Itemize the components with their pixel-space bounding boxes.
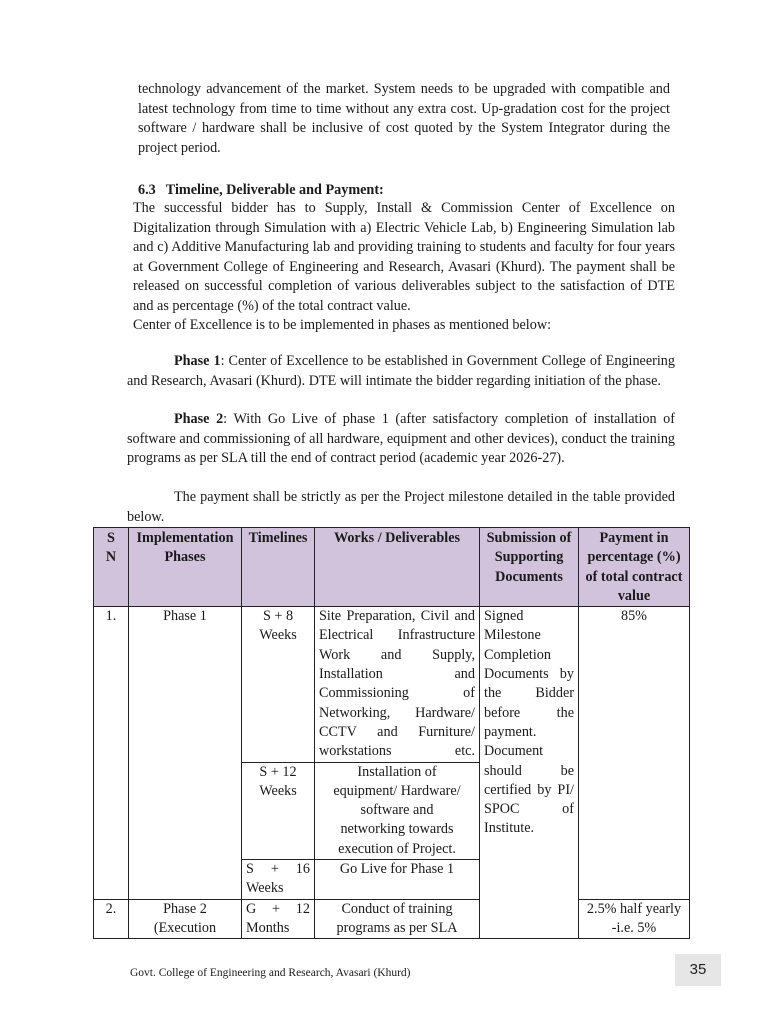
intro-paragraph: technology advancement of the market. System needs to be upgraded with compatible and latest technology from time to time without any extra cost. Up-gradation cost for the project software / hardware shall be inclusive of cost quoted by the System Integrator during the project period.	[138, 81, 670, 156]
phase1-paragraph	[127, 352, 675, 391]
row1-payment: 85%	[579, 607, 690, 899]
header-works: Works / Deliverables	[315, 528, 480, 607]
phase2-paragraph	[127, 410, 675, 469]
row2-work: Conduct of training programs as per SLA	[315, 899, 480, 939]
table-header-row	[94, 528, 690, 607]
row2-payment: 2.5% half yearly -i.e. 5%	[579, 899, 690, 939]
row2-sn: 2.	[94, 899, 129, 939]
row1-sn: 1.	[94, 607, 129, 899]
table-row	[94, 607, 690, 762]
header-payment: Payment in percentage (%) of total contract value	[579, 528, 690, 607]
section-heading	[138, 181, 384, 201]
header-submission: Submission of Supporting Documents	[480, 528, 579, 607]
row1-submission: Signed Milestone Completion Documents by the Bidder before the payment. Document should be certified by PI/ SPOC of Institute.	[480, 607, 579, 939]
bidder-paragraph: The successful bidder has to Supply, Install & Commission Center of Excellence on Digitalization through Simulation with a) Electric Vehicle Lab, b) Engineering Simulation lab and c) Additive Manufacturing lab and providing training to students and faculty for four years at Government College of Engineering and Research, Avasari (Khurd). The payment shall be released on successful completion of various deliverables subject to the satisfaction of DTE and as percentage (%) of the total contract value.	[133, 200, 675, 314]
row1-work-1: Site Preparation, Civil and Electrical Infrastructure Work and Supply, Installation and Commissioning of Networking, Hardware/ CCTV and Furniture/ workstations etc.	[315, 607, 480, 762]
header-timelines: Timelines	[242, 528, 315, 607]
section-title: Timeline, Deliverable and Payment:	[165, 182, 384, 198]
section-body	[133, 199, 675, 336]
row2-phase: Phase 2 (Execution	[129, 899, 242, 939]
row1-work-3: Go Live for Phase 1	[315, 860, 480, 900]
header-sn: S N	[94, 528, 129, 607]
phase1-label: Phase 1	[174, 353, 221, 369]
page-footer: Govt. College of Engineering and Research, Avasari (Khurd)	[130, 967, 411, 979]
row1-timeline-1: S + 8 Weeks	[242, 607, 315, 762]
page-number: 35	[675, 954, 721, 986]
row1-timeline-2: S + 12 Weeks	[242, 762, 315, 859]
phase2-label: Phase 2	[174, 411, 224, 427]
milestone-table	[93, 527, 690, 939]
table-row	[94, 899, 690, 939]
phase2-text: : With Go Live of phase 1 (after satisfactory completion of installation of software and commissioning of all hardware, equipment and other devices), conduct the training programs as per SLA till the end of contract period (academic year 2026-27).	[127, 411, 675, 466]
row1-timeline-3: S + 16 Weeks	[242, 860, 315, 900]
row2-timeline: G + 12 Months	[242, 899, 315, 939]
section-number: 6.3	[138, 182, 156, 198]
header-phases: Implementation Phases	[129, 528, 242, 607]
row1-phase: Phase 1	[129, 607, 242, 899]
phases-intro: Center of Excellence is to be implemented in phases as mentioned below:	[133, 317, 552, 333]
row1-work-2: Installation of equipment/ Hardware/ software and networking towards execution of Project.	[315, 762, 480, 859]
payment-intro: The payment shall be strictly as per the Project milestone detailed in the table provided below.	[127, 489, 675, 525]
phase1-text: : Center of Excellence to be established in Government College of Engineering and Research, Avasari (Khurd). DTE will intimate the bidder regarding initiation of the phase.	[127, 353, 675, 389]
